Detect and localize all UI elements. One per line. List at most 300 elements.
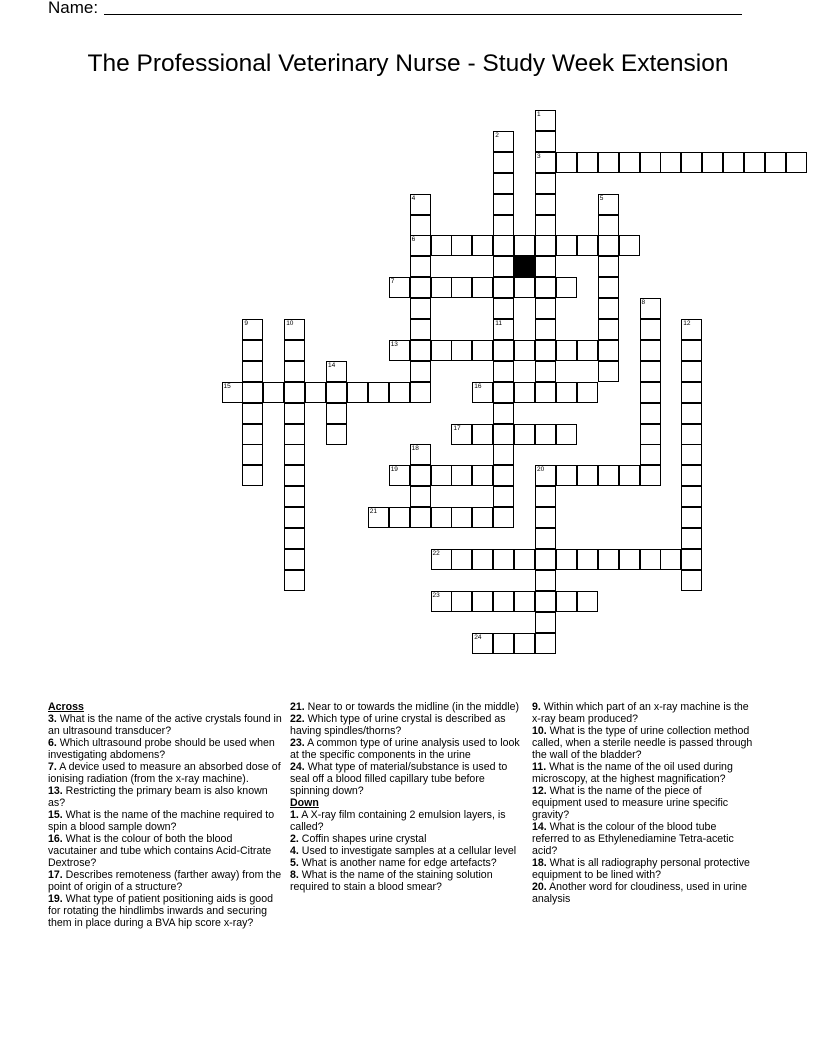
grid-cell[interactable]: [577, 235, 598, 256]
grid-cell[interactable]: [514, 549, 535, 570]
grid-cell[interactable]: [535, 194, 556, 215]
grid-cell[interactable]: [535, 633, 556, 654]
grid-cell[interactable]: [431, 507, 452, 528]
grid-cell[interactable]: [389, 277, 410, 298]
clue-number: 24.: [290, 761, 305, 773]
grid-cell[interactable]: [284, 403, 305, 424]
clue-number: 3.: [48, 713, 57, 725]
grid-cell[interactable]: [493, 382, 514, 403]
grid-cell[interactable]: [535, 549, 556, 570]
grid-cell[interactable]: [493, 591, 514, 612]
grid-cell[interactable]: [723, 152, 744, 173]
grid-cell[interactable]: [493, 256, 514, 277]
grid-cell[interactable]: [535, 110, 556, 131]
grid-cell[interactable]: [598, 361, 619, 382]
grid-cell[interactable]: [493, 361, 514, 382]
name-label: Name:: [48, 0, 99, 17]
grid-cell[interactable]: [640, 549, 661, 570]
grid-cell[interactable]: [389, 340, 410, 361]
clue-item: [532, 821, 754, 857]
grid-cell[interactable]: [410, 486, 431, 507]
grid-cell[interactable]: [535, 465, 556, 486]
grid-cell[interactable]: [389, 507, 410, 528]
clue-item: [290, 857, 522, 869]
grid-cell[interactable]: [410, 194, 431, 215]
clue-item: [48, 737, 284, 761]
grid-cell[interactable]: [410, 382, 431, 403]
grid-cell[interactable]: [410, 298, 431, 319]
cell-number: 18: [411, 445, 419, 453]
grid-cell[interactable]: [556, 465, 577, 486]
clue-text: Within which part of an x-ray machine is the x-ray beam produced?: [532, 701, 749, 725]
grid-cell[interactable]: [640, 403, 661, 424]
grid-cell[interactable]: [514, 235, 535, 256]
grid-cell[interactable]: [451, 549, 472, 570]
grid-cell[interactable]: [681, 507, 702, 528]
grid-cell[interactable]: [410, 256, 431, 277]
clue-item: [532, 785, 754, 821]
grid-cell[interactable]: [577, 340, 598, 361]
clue-text: Another word for cloudiness, used in urine analysis: [532, 881, 747, 905]
grid-cell[interactable]: [472, 424, 493, 445]
cell-number: 1: [537, 111, 541, 118]
grid-cell[interactable]: [640, 298, 661, 319]
grid-cell[interactable]: [535, 361, 556, 382]
clue-number: 16.: [48, 833, 63, 845]
across-clue-list-continued: [290, 701, 522, 797]
grid-cell[interactable]: [242, 465, 263, 486]
grid-cell[interactable]: [535, 591, 556, 612]
grid-cell[interactable]: [765, 152, 786, 173]
grid-cell[interactable]: [347, 382, 368, 403]
grid-cell[interactable]: [368, 382, 389, 403]
clue-number: 7.: [48, 761, 57, 773]
clue-item: [290, 713, 522, 737]
grid-cell[interactable]: [681, 382, 702, 403]
grid-cell[interactable]: [514, 340, 535, 361]
grid-cell[interactable]: [493, 444, 514, 465]
grid-cell[interactable]: [640, 152, 661, 173]
grid-cell[interactable]: [431, 235, 452, 256]
grid-cell[interactable]: [431, 465, 452, 486]
clue-text: Describes remoteness (farther away) from the point of origin of a structure?: [48, 869, 282, 893]
grid-cell[interactable]: [472, 465, 493, 486]
grid-cell[interactable]: [493, 486, 514, 507]
grid-cell[interactable]: [556, 424, 577, 445]
grid-cell[interactable]: [598, 235, 619, 256]
grid-cell[interactable]: [681, 570, 702, 591]
grid-cell[interactable]: [472, 549, 493, 570]
cell-number: 9: [244, 320, 249, 327]
grid-cell[interactable]: [242, 340, 263, 361]
grid-cell[interactable]: [598, 256, 619, 277]
clue-text: What is the name of the active crystals found in an ultrasound transducer?: [48, 713, 282, 737]
down-clue-list-continued: [532, 701, 754, 905]
clue-number: 23.: [290, 737, 305, 749]
clue-number: 22.: [290, 713, 305, 725]
across-header: Across: [48, 701, 84, 713]
grid-cell[interactable]: [242, 444, 263, 465]
grid-cell[interactable]: [535, 319, 556, 340]
grid-cell[interactable]: [598, 298, 619, 319]
grid-cell[interactable]: [681, 444, 702, 465]
clue-number: 13.: [48, 785, 63, 797]
clue-number: 14.: [532, 821, 547, 833]
grid-cell[interactable]: [640, 444, 661, 465]
grid-cell[interactable]: [493, 633, 514, 654]
clue-item: [48, 893, 284, 929]
clue-number: 10.: [532, 725, 547, 737]
grid-cell[interactable]: [535, 256, 556, 277]
clue-number: 18.: [532, 857, 547, 869]
clue-text: What is the name of the staining solution required to stain a blood smear?: [290, 869, 493, 893]
clue-number: 1.: [290, 809, 299, 821]
grid-cell[interactable]: [535, 173, 556, 194]
clue-number: 2.: [290, 833, 299, 845]
grid-cell[interactable]: [284, 444, 305, 465]
grid-cell[interactable]: [556, 235, 577, 256]
grid-cell[interactable]: [410, 235, 431, 256]
grid-cell[interactable]: [493, 152, 514, 173]
grid-cell[interactable]: [535, 486, 556, 507]
grid-cell[interactable]: [242, 382, 263, 403]
grid-cell[interactable]: [284, 570, 305, 591]
grid-cell[interactable]: [598, 465, 619, 486]
cell-number: 19: [390, 466, 398, 474]
clue-text: What is the name of the machine required to spin a blood sample down?: [48, 809, 275, 833]
grid-cell[interactable]: [222, 382, 243, 403]
cell-number: 4: [411, 194, 416, 202]
grid-cell[interactable]: [431, 549, 452, 570]
grid-cell[interactable]: [284, 465, 305, 486]
grid-cell[interactable]: [681, 528, 702, 549]
clue-number: 17.: [48, 869, 63, 881]
grid-cell[interactable]: [514, 277, 535, 298]
clue-item: [48, 869, 284, 893]
grid-cell[interactable]: [242, 403, 263, 424]
clue-item: [290, 737, 522, 761]
cell-number: 8: [641, 299, 646, 307]
grid-cell[interactable]: [598, 194, 619, 215]
grid-cell[interactable]: [472, 591, 493, 612]
clue-number: 15.: [48, 809, 63, 821]
grid-cell[interactable]: [681, 403, 702, 424]
clue-number: 11.: [532, 761, 547, 773]
grid-cell[interactable]: [263, 382, 284, 403]
grid-cell[interactable]: [284, 340, 305, 361]
clue-text: What type of material/substance is used to seal off a blood filled capillary tube before spinning down?: [290, 761, 508, 797]
blocked-cell: [514, 256, 535, 277]
grid-cell[interactable]: [535, 215, 556, 236]
grid-cell[interactable]: [514, 591, 535, 612]
grid-cell[interactable]: [535, 570, 556, 591]
grid-cell[interactable]: [472, 507, 493, 528]
grid-cell[interactable]: [326, 361, 347, 382]
grid-cell[interactable]: [472, 382, 493, 403]
grid-cell[interactable]: [493, 298, 514, 319]
grid-cell[interactable]: [681, 486, 702, 507]
clue-text: Coffin shapes urine crystal: [298, 833, 427, 845]
grid-cell[interactable]: [598, 152, 619, 173]
clue-text: What is all radiography personal protective equipment to be lined with?: [532, 857, 750, 881]
clue-item: [290, 833, 522, 845]
grid-cell[interactable]: [284, 528, 305, 549]
cell-number: 12: [683, 320, 691, 327]
grid-cell[interactable]: [451, 424, 472, 445]
grid-cell[interactable]: [451, 235, 472, 256]
grid-cell[interactable]: [702, 152, 723, 173]
cell-number: 15: [223, 382, 231, 390]
clue-number: 9.: [532, 701, 541, 713]
grid-cell[interactable]: [493, 424, 514, 445]
grid-cell[interactable]: [410, 277, 431, 298]
grid-cell[interactable]: [472, 340, 493, 361]
grid-cell[interactable]: [389, 465, 410, 486]
clue-number: 5.: [290, 857, 299, 869]
cell-number: 13: [390, 340, 398, 348]
cell-number: 3: [537, 152, 541, 160]
grid-cell[interactable]: [660, 152, 681, 173]
grid-cell[interactable]: [410, 465, 431, 486]
grid-cell[interactable]: [577, 382, 598, 403]
grid-cell[interactable]: [493, 277, 514, 298]
grid-cell[interactable]: [493, 465, 514, 486]
grid-cell[interactable]: [619, 235, 640, 256]
clue-text: What is the colour of the blood tube referred to as Ethylenediamine Tetra-acetic acid?: [532, 821, 734, 857]
grid-cell[interactable]: [326, 424, 347, 445]
clue-item: [532, 857, 754, 881]
grid-cell[interactable]: [493, 319, 514, 340]
grid-cell[interactable]: [389, 382, 410, 403]
clue-item: [48, 833, 284, 869]
grid-cell[interactable]: [451, 465, 472, 486]
grid-cell[interactable]: [431, 340, 452, 361]
grid-cell[interactable]: [493, 507, 514, 528]
grid-cell[interactable]: [493, 403, 514, 424]
grid-cell[interactable]: [451, 340, 472, 361]
grid-cell[interactable]: [556, 382, 577, 403]
clue-text: Restricting the primary beam is also known as?: [48, 785, 268, 809]
clue-item: [532, 701, 754, 725]
grid-cell[interactable]: [556, 277, 577, 298]
grid-cell[interactable]: [535, 152, 556, 173]
grid-cell[interactable]: [681, 340, 702, 361]
clue-number: 8.: [290, 869, 299, 881]
clue-text: A device used to measure an absorbed dose of ionising radiation (from the x-ray machine).: [48, 761, 281, 785]
grid-cell[interactable]: [681, 152, 702, 173]
grid-cell[interactable]: [326, 382, 347, 403]
grid-cell[interactable]: [514, 382, 535, 403]
grid-cell[interactable]: [284, 424, 305, 445]
grid-cell[interactable]: [493, 340, 514, 361]
clue-text: Near to or towards the midline (in the middle): [304, 701, 520, 713]
grid-cell[interactable]: [410, 340, 431, 361]
grid-cell[interactable]: [535, 277, 556, 298]
clue-text: What is the name of the piece of equipment used to measure urine specific gravity?: [532, 785, 729, 821]
clue-number: 12.: [532, 785, 547, 797]
grid-cell[interactable]: [640, 382, 661, 403]
grid-cell[interactable]: [681, 549, 702, 570]
clue-text: What is the type of urine collection method called, when a sterile needle is passed through the wall of the bladder?: [532, 725, 753, 761]
grid-cell[interactable]: [535, 424, 556, 445]
grid-cell[interactable]: [493, 194, 514, 215]
clue-number: 20.: [532, 881, 547, 893]
grid-cell[interactable]: [640, 340, 661, 361]
clue-item: [290, 845, 522, 857]
grid-cell[interactable]: [451, 507, 472, 528]
grid-cell[interactable]: [535, 131, 556, 152]
down-header: Down: [290, 797, 319, 809]
cell-number: 16: [474, 382, 482, 390]
clue-number: 6.: [48, 737, 57, 749]
grid-cell[interactable]: [410, 319, 431, 340]
clue-text: Which ultrasound probe should be used when investigating abdomens?: [48, 737, 275, 761]
clue-text: Which type of urine crystal is described as having spindles/thorns?: [290, 713, 506, 737]
grid-cell[interactable]: [451, 277, 472, 298]
cell-number: 24: [474, 633, 482, 641]
clue-item: [532, 761, 754, 785]
grid-cell[interactable]: [410, 361, 431, 382]
clue-number: 19.: [48, 893, 63, 905]
cell-number: 23: [432, 591, 440, 599]
clue-item: [48, 761, 284, 785]
cell-number: 11: [495, 320, 502, 327]
grid-cell[interactable]: [640, 424, 661, 445]
grid-cell[interactable]: [598, 549, 619, 570]
grid-cell[interactable]: [535, 528, 556, 549]
cell-number: 22: [432, 549, 440, 557]
grid-cell[interactable]: [410, 507, 431, 528]
grid-cell[interactable]: [514, 633, 535, 654]
cell-number: 10: [286, 320, 294, 327]
grid-cell[interactable]: [660, 549, 681, 570]
clue-item: [532, 881, 754, 905]
grid-cell[interactable]: [598, 319, 619, 340]
grid-cell[interactable]: [535, 340, 556, 361]
grid-cell[interactable]: [410, 215, 431, 236]
grid-cell[interactable]: [556, 591, 577, 612]
grid-cell[interactable]: [472, 277, 493, 298]
clue-item: [290, 869, 522, 893]
grid-cell[interactable]: [556, 549, 577, 570]
grid-cell[interactable]: [577, 591, 598, 612]
grid-cell[interactable]: [535, 507, 556, 528]
grid-cell[interactable]: [284, 382, 305, 403]
grid-cell[interactable]: [535, 382, 556, 403]
clue-text: A X-ray film containing 2 emulsion layers, is called?: [290, 809, 506, 833]
clue-text: What is another name for edge artefacts?: [298, 857, 497, 869]
grid-cell[interactable]: [577, 465, 598, 486]
grid-cell[interactable]: [514, 424, 535, 445]
grid-cell[interactable]: [410, 444, 431, 465]
clue-item: [48, 785, 284, 809]
grid-cell[interactable]: [242, 361, 263, 382]
grid-cell[interactable]: [431, 591, 452, 612]
grid-cell[interactable]: [305, 382, 326, 403]
grid-cell[interactable]: [535, 298, 556, 319]
grid-cell[interactable]: [284, 549, 305, 570]
grid-cell[interactable]: [368, 507, 389, 528]
clue-text: Used to investigate samples at a cellular level: [298, 845, 517, 857]
page-title: The Professional Veterinary Nurse - Study Week Extension: [87, 50, 729, 77]
grid-cell[interactable]: [619, 152, 640, 173]
grid-cell[interactable]: [744, 152, 765, 173]
grid-cell[interactable]: [619, 465, 640, 486]
grid-cell[interactable]: [556, 152, 577, 173]
cell-number: 7: [390, 278, 395, 286]
grid-cell[interactable]: [640, 319, 661, 340]
cell-number: 14: [328, 361, 336, 369]
grid-cell[interactable]: [598, 340, 619, 361]
grid-cell[interactable]: [556, 340, 577, 361]
grid-cell[interactable]: [284, 486, 305, 507]
grid-cell[interactable]: [598, 277, 619, 298]
cell-number: 17: [453, 424, 461, 432]
clues-column-3: [532, 701, 754, 905]
grid-cell[interactable]: [493, 549, 514, 570]
grid-cell[interactable]: [431, 277, 452, 298]
clue-number: 21.: [290, 701, 305, 713]
cell-number: 2: [495, 131, 499, 139]
grid-cell[interactable]: [242, 319, 263, 340]
cell-number: 6: [411, 236, 416, 244]
grid-cell[interactable]: [619, 549, 640, 570]
grid-cell[interactable]: [451, 591, 472, 612]
grid-cell[interactable]: [577, 152, 598, 173]
clue-text: What is the colour of both the blood vacutainer and tube which contains Acid-Citrate Dextrose?: [48, 833, 272, 869]
grid-cell[interactable]: [535, 612, 556, 633]
grid-cell[interactable]: [242, 424, 263, 445]
grid-cell[interactable]: [493, 131, 514, 152]
grid-cell[interactable]: [681, 465, 702, 486]
clue-text: What is the name of the oil used during microscopy, at the highest magnification?: [532, 761, 733, 785]
grid-cell[interactable]: [472, 235, 493, 256]
clue-item: [290, 701, 522, 713]
grid-cell[interactable]: [535, 235, 556, 256]
grid-cell[interactable]: [786, 152, 807, 173]
grid-cell[interactable]: [640, 361, 661, 382]
clue-item: [48, 713, 284, 737]
grid-cell[interactable]: [284, 319, 305, 340]
grid-cell[interactable]: [598, 215, 619, 236]
grid-cell[interactable]: [681, 319, 702, 340]
cell-number: 21: [369, 508, 378, 516]
clue-item: [290, 761, 522, 797]
clues-column-1: [48, 701, 284, 929]
grid-cell[interactable]: [493, 235, 514, 256]
grid-cell[interactable]: [681, 424, 702, 445]
across-clue-list: [48, 713, 284, 929]
grid-cell[interactable]: [284, 361, 305, 382]
clue-item: [532, 725, 754, 761]
cell-number: 20: [537, 466, 545, 474]
down-clue-list: [290, 809, 522, 893]
clue-item: [48, 809, 284, 833]
clue-item: [290, 809, 522, 833]
clue-text: What type of patient positioning aids is good for rotating the hindlimbs inwards and securing them in place during a BVA hip score x-ray?: [48, 893, 273, 929]
clues-column-2: [290, 701, 522, 893]
grid-cell[interactable]: [284, 507, 305, 528]
grid-cell[interactable]: [640, 465, 661, 486]
clue-text: A common type of urine analysis used to look at the specific components in the urine: [290, 737, 520, 761]
cell-number: 5: [599, 194, 604, 202]
grid-cell[interactable]: [326, 403, 347, 424]
grid-cell[interactable]: [472, 633, 493, 654]
grid-cell[interactable]: [681, 361, 702, 382]
grid-cell[interactable]: [493, 215, 514, 236]
grid-cell[interactable]: [493, 173, 514, 194]
grid-cell[interactable]: [577, 549, 598, 570]
